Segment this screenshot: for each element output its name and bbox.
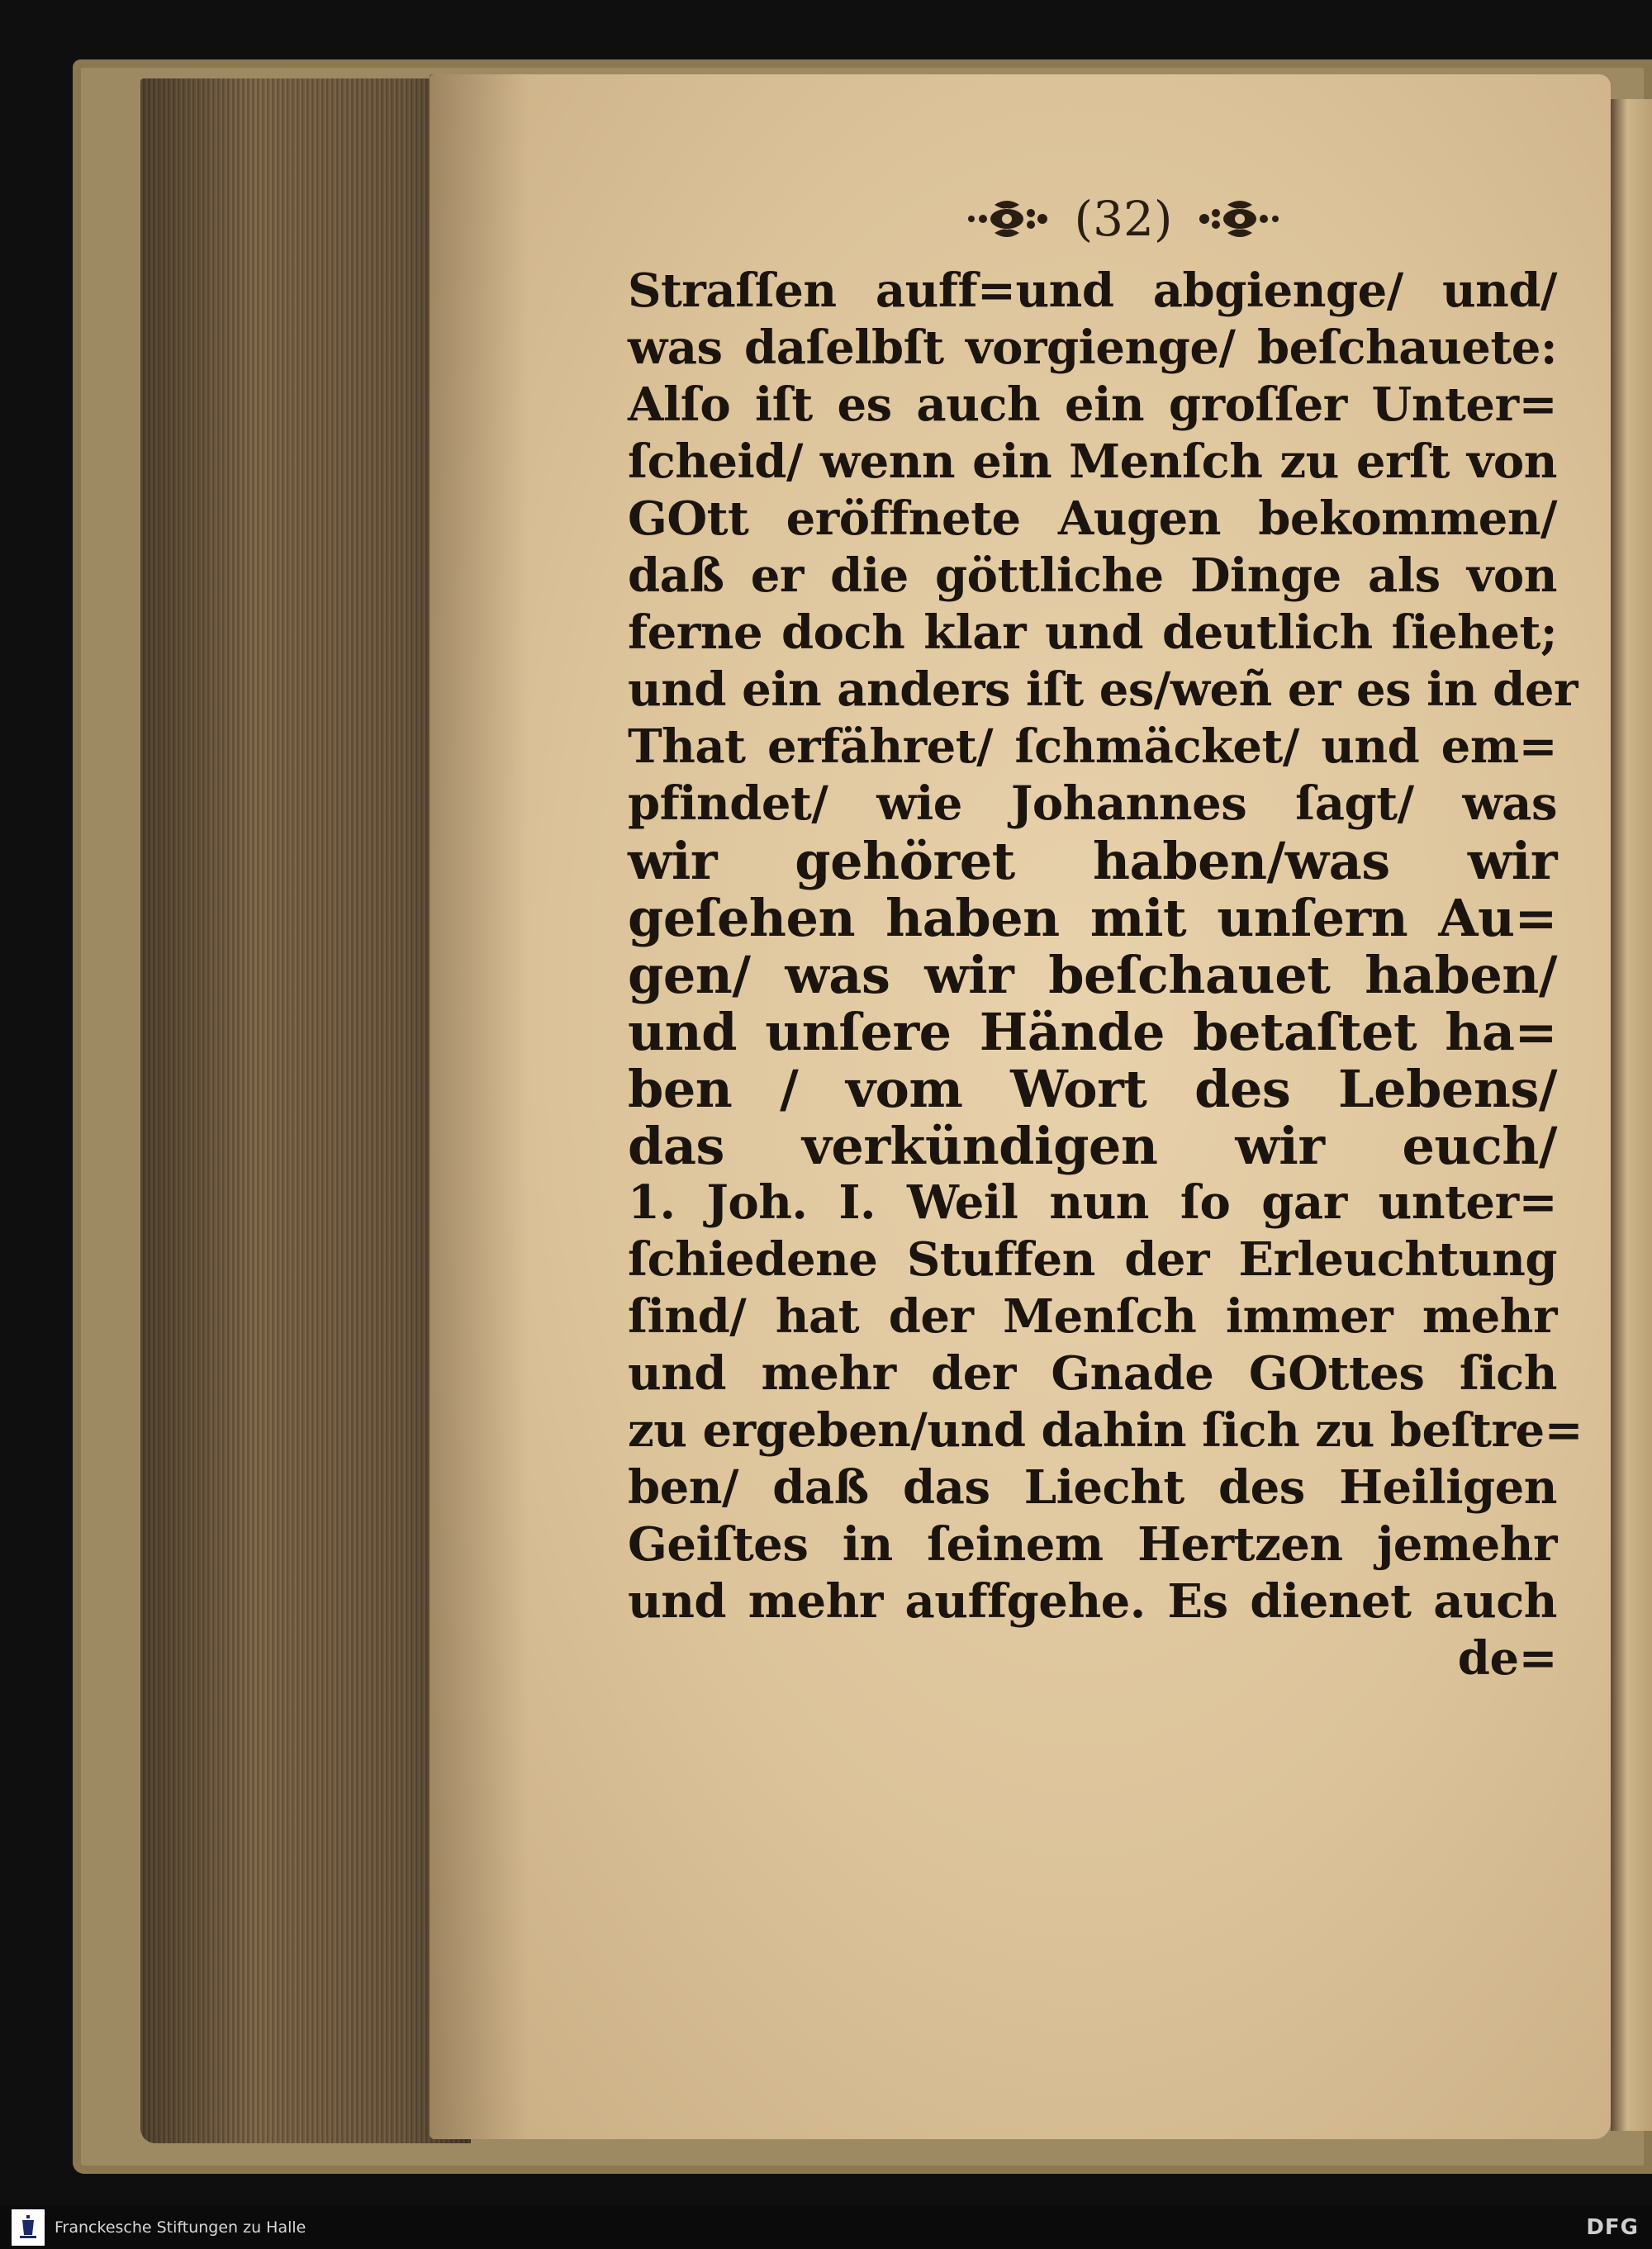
institution-name[interactable]: Franckesche Stiftungen zu Halle (55, 2218, 306, 2237)
page-body-text (628, 263, 1583, 1687)
catchword: de= (1457, 1631, 1557, 1686)
text-line: Straſſen auff=und abgienge/ und/ (628, 263, 1557, 318)
text-line: was daſelbſt vorgienge/ beſchauete: (628, 320, 1557, 375)
text-line: zu ergeben/und dahin ſich zu beſtre= (628, 1403, 1583, 1458)
floral-ornament-icon (1194, 197, 1285, 241)
text-line: ben/ daß das Liecht des Heiligen (628, 1460, 1557, 1515)
dfg-logo[interactable]: DFG (1586, 2214, 1639, 2240)
text-line: pfindet/ wie Johannes ſagt/ was (628, 776, 1557, 831)
floral-ornament-icon (961, 197, 1052, 241)
text-line: das verkündigen wir euch/ (628, 1116, 1557, 1176)
text-line: daß er die göttliche Dinge als von (628, 548, 1557, 603)
text-line: ferne doch klar und deutlich ſiehet; (628, 605, 1557, 660)
text-line: und ein anders iſt es/weñ er es in der (628, 662, 1578, 717)
text-line: wir gehöret haben/was wir (628, 831, 1557, 891)
text-line: Geiſtes in ſeinem Hertzen jemehr (628, 1517, 1557, 1572)
text-line: 1. Joh. I. Weil nun ſo gar unter= (628, 1175, 1557, 1230)
page-gutter-shadow (430, 74, 529, 2139)
text-line: Alſo iſt es auch ein groſſer Unter= (628, 377, 1557, 432)
next-page-edge (1611, 99, 1652, 2131)
text-line: ſcheid/ wenn ein Menſch zu erſt von (628, 434, 1557, 489)
text-line: und unſere Hände betaſtet ha= (628, 1002, 1557, 1062)
footer-bar (0, 2205, 1652, 2249)
text-line: geſehen haben mit unſern Au= (628, 888, 1557, 948)
text-line: GOtt eröffnete Augen bekommen/ (628, 491, 1557, 546)
text-line: gen/ was wir beſchauet haben/ (628, 945, 1557, 1005)
institution-logo-icon[interactable] (12, 2209, 45, 2246)
text-line: und mehr der Gnade GOttes ſich (628, 1346, 1557, 1401)
text-line: ſind/ hat der Menſch immer mehr (628, 1289, 1557, 1344)
footer-institution (0, 2209, 306, 2246)
page-header (909, 186, 1338, 252)
text-line: ben / vom Wort des Lebens/ (628, 1059, 1557, 1119)
institution-logo-icon (17, 2213, 39, 2242)
text-line: ſchiedene Stuffen der Erleuchtung (628, 1232, 1557, 1287)
text-line: und mehr auffgehe. Es dienet auch (628, 1574, 1557, 1629)
page-stack-shadow (140, 78, 471, 2143)
page-number: (32) (1074, 191, 1173, 247)
text-line: That erfähret/ ſchmäcket/ und em= (628, 719, 1557, 774)
